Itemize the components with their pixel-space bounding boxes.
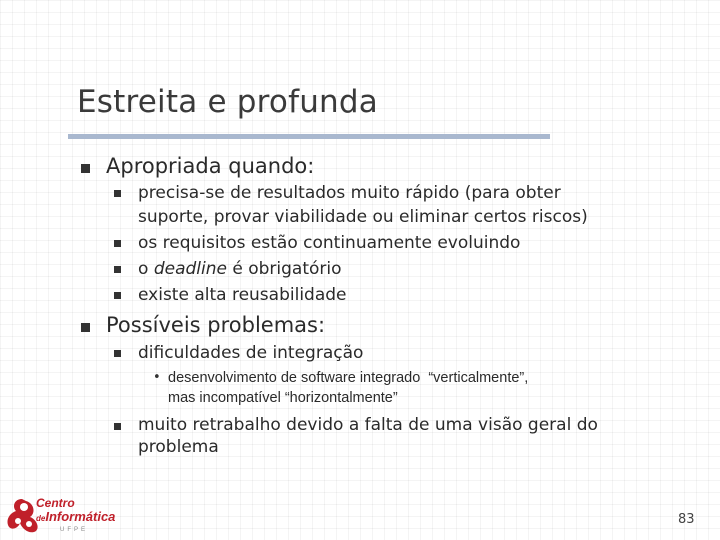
bullet-square-icon: [114, 240, 121, 247]
item2-sub1: dificuldades de integração: [138, 343, 364, 363]
item2-label: Possíveis problemas:: [106, 313, 326, 337]
item1-sub4: existe alta reusabilidade: [138, 285, 347, 305]
logo-line3: UFPE: [60, 527, 89, 533]
item1-sub3-italic: deadline: [153, 259, 227, 279]
bullet-square-icon: [114, 350, 121, 357]
item1-sub1-line2: suporte, provar viabilidade ou eliminar certos riscos): [138, 207, 588, 227]
centro-de-informatica-logo: [0, 493, 124, 540]
item2-sub1-detail-line2: mas incompatível “horizontalmente”: [168, 390, 398, 406]
logo-line2-prefix: de: [36, 514, 46, 523]
item1-sub3: [138, 256, 342, 282]
bullet-square-icon: [114, 266, 121, 273]
item1-sub1-line1: precisa-se de resultados muito rápido (para obter: [138, 183, 561, 203]
bullet-dot-icon: •: [153, 370, 161, 385]
item1-sub3-prefix: o: [138, 259, 154, 279]
item1-label: Apropriada quando:: [106, 154, 315, 178]
item2-sub2-line1: muito retrabalho devido a falta de uma visão geral do: [138, 415, 598, 435]
item2-sub2-line2: problema: [138, 437, 219, 457]
logo-line2: [36, 509, 115, 524]
title-underline: [68, 134, 550, 139]
item1-sub2: os requisitos estão continuamente evoluindo: [138, 233, 521, 253]
bullet-square-icon: [81, 323, 90, 332]
item2-sub1-detail-line1: desenvolvimento de software integrado “verticalmente”,: [168, 370, 529, 386]
item1-sub3-suffix: é obrigatório: [226, 259, 342, 279]
bullet-square-icon: [81, 164, 90, 173]
bullet-square-icon: [114, 292, 121, 299]
page-number: 83: [678, 512, 695, 527]
logo-line2-main: Informática: [45, 509, 116, 524]
slide-title: Estreita e profunda: [77, 84, 378, 120]
bullet-square-icon: [114, 190, 121, 197]
logo-line1: Centro: [36, 496, 75, 510]
bullet-square-icon: [114, 423, 121, 430]
